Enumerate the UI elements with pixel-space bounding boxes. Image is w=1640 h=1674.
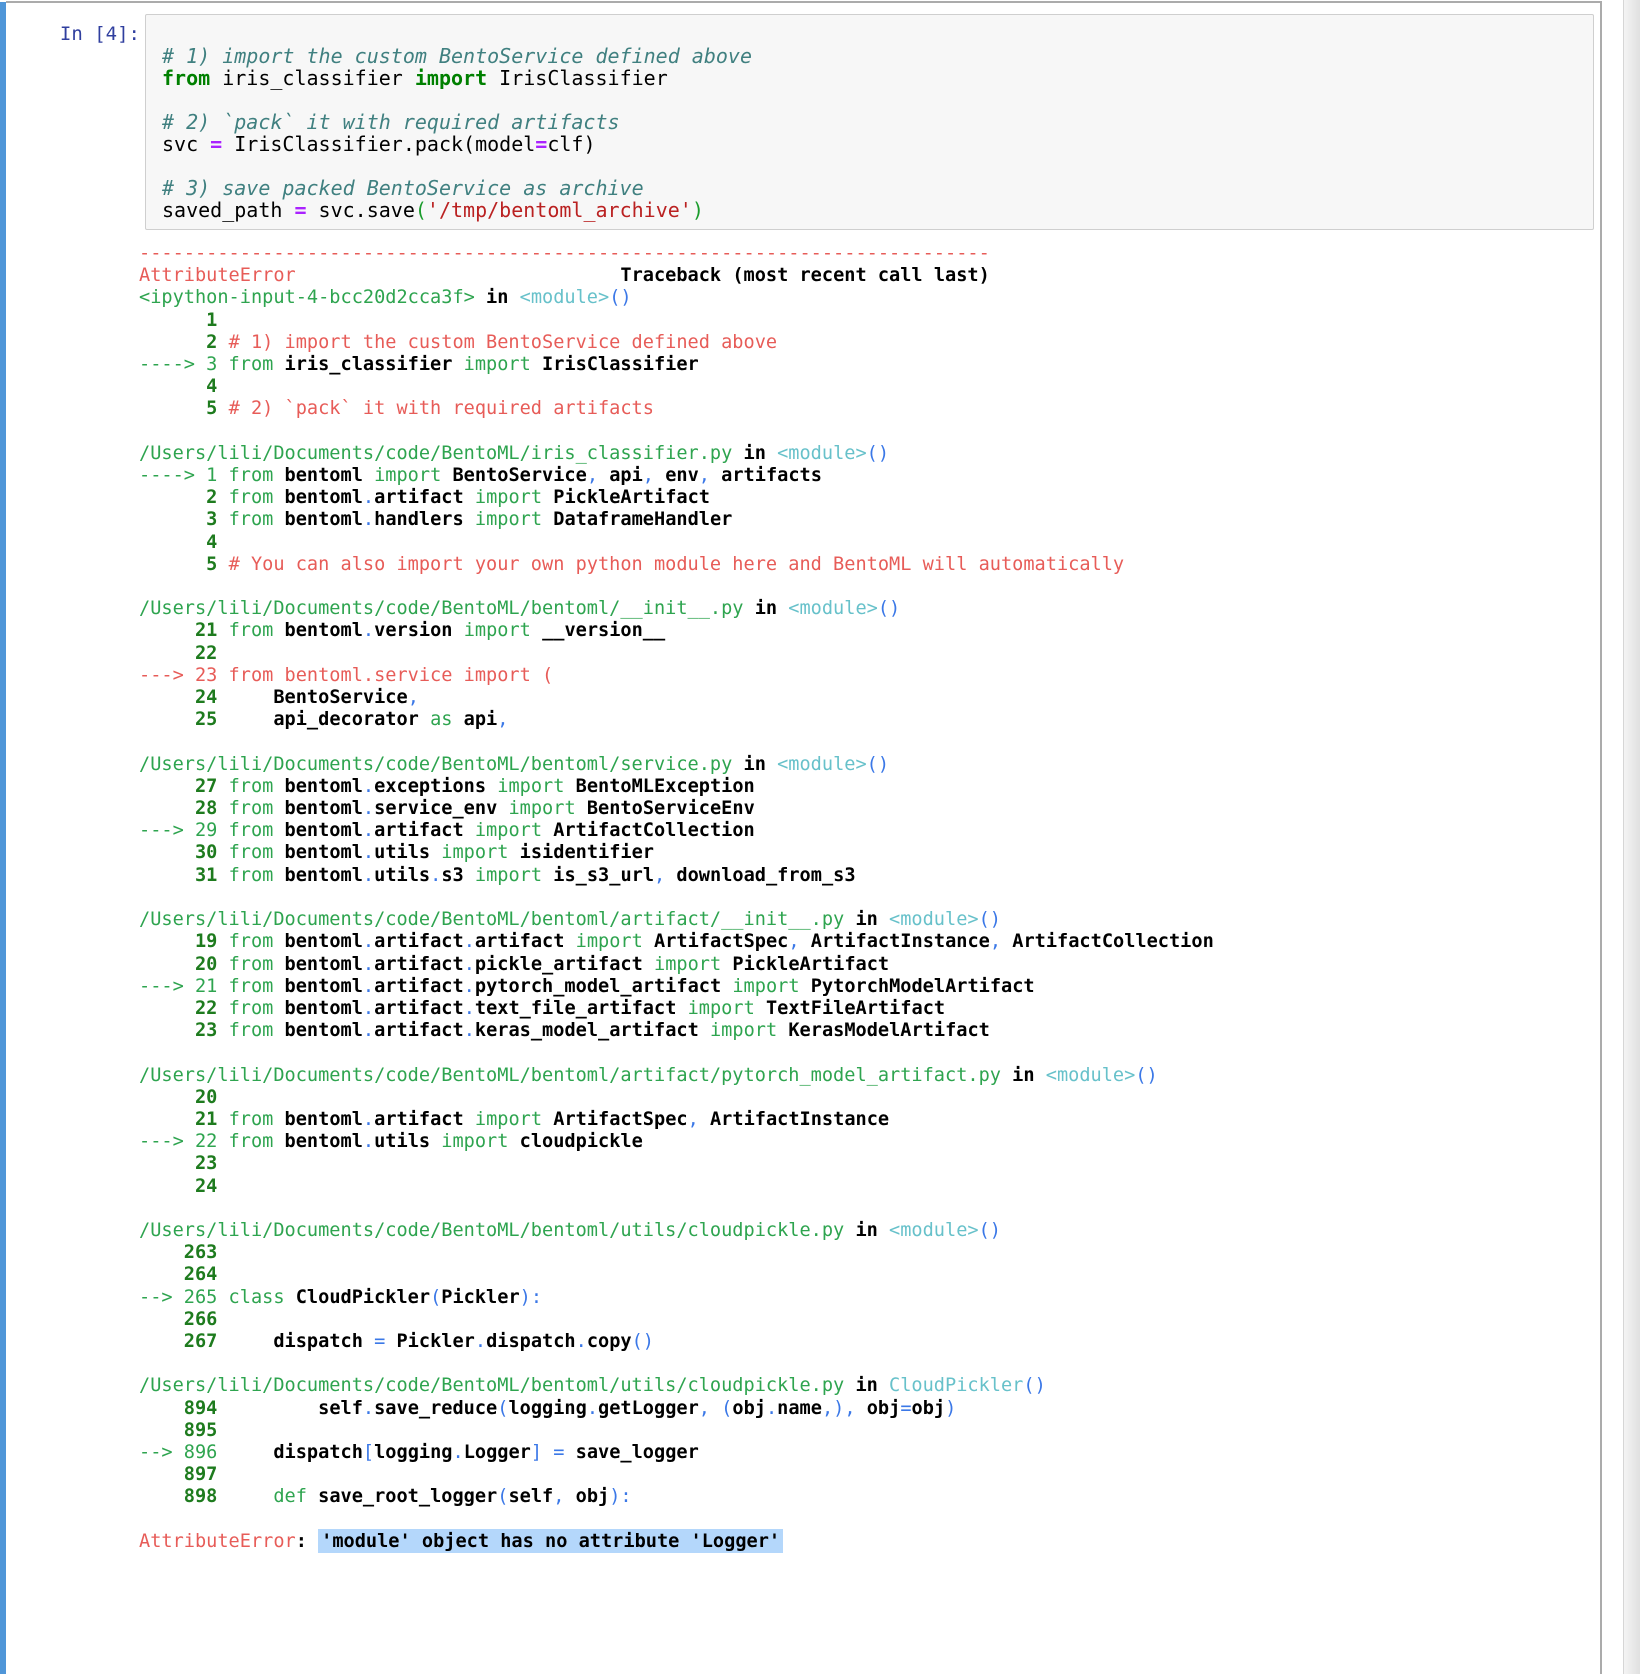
code-line: 31 from bentoml.utils.s3 import is_s3_url, download_from_s3 <box>139 864 856 886</box>
code-line: ----> 3 from iris_classifier import IrisClassifier <box>139 354 699 376</box>
code-line: --> 265 class CloudPickler(Pickler): <box>139 1286 543 1308</box>
code-line: 263 <box>139 1242 218 1264</box>
code-line: 266 <box>139 1308 218 1330</box>
code-line: ---> 23 from bentoml.service import ( <box>139 664 554 686</box>
code-line: # 3) save packed BentoService as archive <box>162 176 644 200</box>
code-line: 19 from bentoml.artifact.artifact import ArtifactSpec, ArtifactInstance, ArtifactCollection <box>139 931 1214 953</box>
code-line: /Users/lili/Documents/code/BentoML/bentoml/utils/cloudpickle.py in <module>() <box>139 1219 1001 1241</box>
code-line: # 2) `pack` it with required artifacts <box>162 110 620 134</box>
code-line: ---> 29 from bentoml.artifact import ArtifactCollection <box>139 820 755 842</box>
code-line <box>139 421 1214 443</box>
code-line: # 1) import the custom BentoService defined above <box>162 44 753 68</box>
code-line: ----> 1 from bentoml import BentoService, api, env, artifacts <box>139 465 822 487</box>
code-line: 25 api_decorator as api, <box>139 709 509 731</box>
code-line: 894 self.save_reduce(logging.getLogger, (obj.name,), obj=obj) <box>139 1397 957 1419</box>
code-line: 21 from bentoml.version import __version__ <box>139 620 666 642</box>
page-scrollbar[interactable] <box>1623 0 1640 1674</box>
code-line <box>139 1042 1214 1064</box>
code-line: 1 <box>139 309 218 331</box>
code-line: 23 from bentoml.artifact.keras_model_artifact import KerasModelArtifact <box>139 1020 990 1042</box>
code-line <box>139 887 1214 909</box>
code-line: 21 from bentoml.artifact import ArtifactSpec, ArtifactInstance <box>139 1108 890 1130</box>
code-line <box>139 576 1214 598</box>
code-line: /Users/lili/Documents/code/BentoML/iris_classifier.py in <module>() <box>139 442 890 464</box>
code-line: 2 # 1) import the custom BentoService defined above <box>139 331 778 353</box>
code-line: 895 <box>139 1419 218 1441</box>
code-line: 22 from bentoml.artifact.text_file_artifact import TextFileArtifact <box>139 997 946 1019</box>
code-line: 20 <box>139 1086 218 1108</box>
code-line: ---------------------------------------------------------------------------- <box>139 243 990 264</box>
code-line: 4 <box>139 376 218 398</box>
code-line: 2 from bentoml.artifact import PickleArtifact <box>139 487 710 509</box>
code-line: --> 896 dispatch[logging.Logger] = save_logger <box>139 1441 699 1463</box>
code-line <box>139 1198 1214 1220</box>
code-line <box>139 1353 1214 1375</box>
code-line: 3 from bentoml.handlers import DataframeHandler <box>139 509 733 531</box>
code-line: 897 <box>139 1464 218 1486</box>
code-line: from iris_classifier import IrisClassifier <box>162 66 668 90</box>
code-line <box>162 89 1583 111</box>
code-line: 27 from bentoml.exceptions import BentoMLException <box>139 775 755 797</box>
code-line: 264 <box>139 1264 218 1286</box>
code-line: AttributeError: 'module' object has no attribute 'Logger' <box>139 1531 1214 1553</box>
code-line: 4 <box>139 531 218 553</box>
code-line: 5 # 2) `pack` it with required artifacts <box>139 398 654 420</box>
code-line: 898 def save_root_logger(self, obj): <box>139 1486 632 1508</box>
code-line: 24 <box>139 1175 218 1197</box>
code-line: 5 # You can also import your own python module here and BentoML will automatically <box>139 553 1125 575</box>
traceback-output <box>139 243 1214 1553</box>
code-line: AttributeError Traceback (most recent call last) <box>139 265 990 287</box>
code-line: 22 <box>139 642 218 664</box>
code-editor-lines <box>162 23 1583 221</box>
code-line <box>139 731 1214 753</box>
code-line: 267 dispatch = Pickler.dispatch.copy() <box>139 1330 654 1352</box>
code-line: ---> 22 from bentoml.utils import cloudpickle <box>139 1131 643 1153</box>
code-line: 30 from bentoml.utils import isidentifier <box>139 842 655 864</box>
code-line: 23 <box>139 1153 218 1175</box>
input-prompt: In [4]: <box>59 23 140 45</box>
code-line: /Users/lili/Documents/code/BentoML/bentoml/artifact/__init__.py in <module>() <box>139 909 1001 931</box>
code-line <box>139 1509 1214 1531</box>
code-line: /Users/lili/Documents/code/BentoML/bentoml/utils/cloudpickle.py in CloudPickler() <box>139 1375 1046 1397</box>
code-line: 24 BentoService, <box>139 687 419 709</box>
code-line <box>162 155 1583 177</box>
code-line: ---> 21 from bentoml.artifact.pytorch_model_artifact import PytorchModelArtifact <box>139 975 1035 997</box>
code-line: /Users/lili/Documents/code/BentoML/bentoml/service.py in <module>() <box>139 753 890 775</box>
code-line: /Users/lili/Documents/code/BentoML/bentoml/__init__.py in <module>() <box>139 598 901 620</box>
code-line: 28 from bentoml.service_env import BentoServiceEnv <box>139 798 755 820</box>
code-editor[interactable] <box>145 14 1594 230</box>
code-line: svc = IrisClassifier.pack(model=clf) <box>162 132 596 156</box>
code-line: saved_path = svc.save('/tmp/bentoml_archive') <box>162 198 704 222</box>
code-line: 20 from bentoml.artifact.pickle_artifact import PickleArtifact <box>139 953 890 975</box>
code-line: <ipython-input-4-bcc20d2cca3f> in <module>() <box>139 287 632 309</box>
code-line: /Users/lili/Documents/code/BentoML/bentoml/artifact/pytorch_model_artifact.py in <module>() <box>139 1064 1158 1086</box>
code-line <box>162 23 1583 45</box>
